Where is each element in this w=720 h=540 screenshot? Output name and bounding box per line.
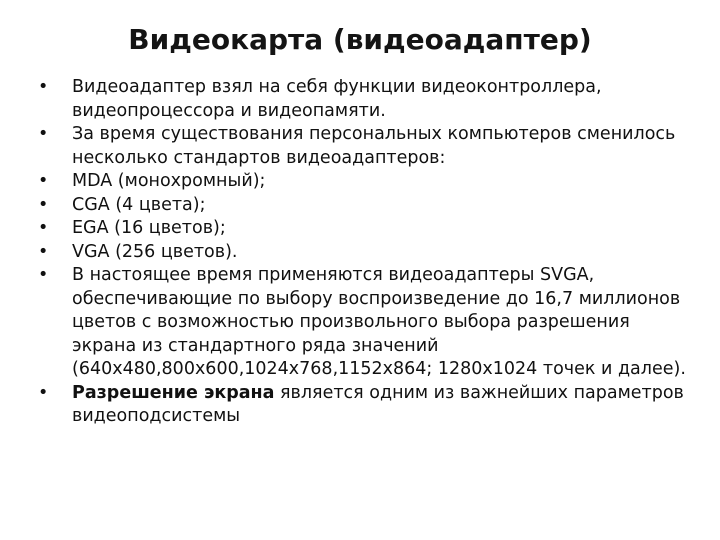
bullet-icon: • xyxy=(38,382,49,403)
bullet-icon: • xyxy=(38,265,49,285)
bullet-icon: • xyxy=(38,171,49,191)
bullet-text: EGA (16 цветов); xyxy=(72,218,226,238)
bullet-icon: • xyxy=(38,194,49,215)
bullet-text: В настоящее время применяются видеоадаптеры SVGA, обеспечивающие по выбору воспроизведение до 16,7 миллионов цветов с возможностью произвольного выбора разрешения экрана из стандартного ряда значений (640x480,800x600,1024x768,1152x864; 1280x1024 точек и далее). xyxy=(72,265,686,379)
bullet-icon: • xyxy=(38,241,49,262)
bullet-icon: • xyxy=(38,124,49,144)
bullet-item-vga xyxy=(38,241,688,265)
bullet-text: является одним из важнейших параметров видеоподсистемы xyxy=(72,382,684,426)
bullet-item-cga xyxy=(38,194,688,218)
bullet-item-ega xyxy=(38,217,688,241)
bullet-text: VGA (256 цветов). xyxy=(72,241,238,262)
bullet-icon: • xyxy=(38,218,49,238)
slide-title: Видеокарта (видеоадаптер) xyxy=(128,23,592,56)
bullet-item-standards xyxy=(38,123,688,170)
bullet-text: CGA (4 цвета); xyxy=(72,194,206,215)
bullet-bold-term: Разрешение экрана xyxy=(72,382,275,403)
bullet-text: Видеоадаптер взял на себя функции видеоконтроллера, видеопроцессора и видеопамяти. xyxy=(72,77,602,121)
bullet-item-video-adapter xyxy=(38,76,688,123)
bullet-item-resolution xyxy=(38,382,688,429)
bullet-icon: • xyxy=(38,77,49,97)
bullet-text: MDA (монохромный); xyxy=(72,171,266,191)
bullet-list xyxy=(38,76,688,429)
bullet-item-mda xyxy=(38,170,688,194)
bullet-text: За время существования персональных компьютеров сменилось несколько стандартов видеоадаптеров: xyxy=(72,124,676,168)
bullet-item-svga xyxy=(38,264,688,382)
